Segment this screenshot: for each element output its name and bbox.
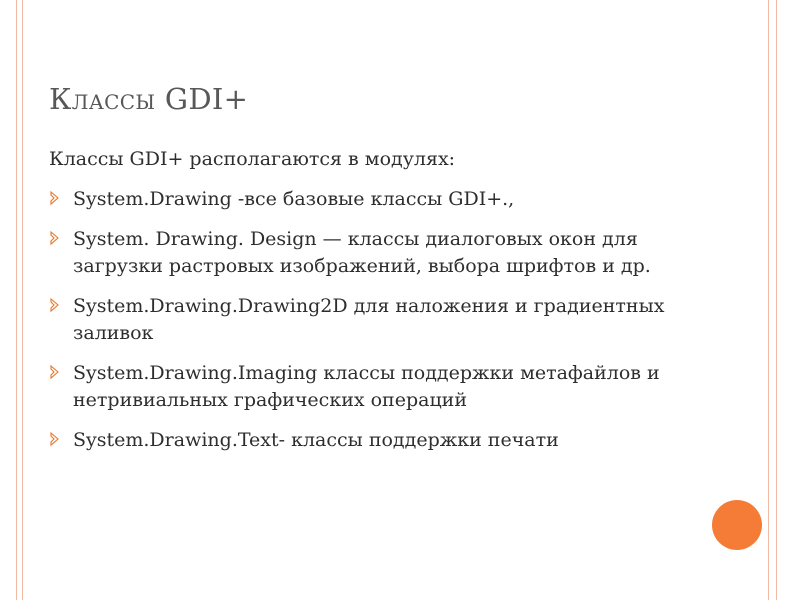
list-item — [49, 427, 689, 454]
right-border-line — [776, 0, 777, 600]
hollow-arrow-icon — [49, 363, 62, 383]
left-border-line-inner — [22, 0, 23, 600]
intro-text: Классы GDI+ располагаются в модулях: — [49, 148, 456, 170]
hollow-arrow-icon — [49, 430, 62, 450]
list-item — [49, 360, 689, 414]
bullet-text: System.Drawing.Imaging классы поддержки метафайлов и нетривиальных графических операций — [73, 362, 660, 411]
hollow-arrow-icon — [49, 189, 62, 209]
right-border-line-inner — [768, 0, 769, 600]
bullet-text: System.Drawing.Drawing2D для наложения и градиентных заливок — [73, 295, 665, 344]
bullet-text: System.Drawing -все базовые классы GDI+., — [73, 188, 515, 210]
bullet-text: System.Drawing.Text- классы поддержки печати — [73, 429, 559, 451]
list-item — [49, 293, 689, 347]
bullet-text: System. Drawing. Design — классы диалоговых окон для загрузки растровых изображений, выбора шрифтов и др. — [73, 228, 651, 277]
left-border-line — [16, 0, 17, 600]
list-item — [49, 186, 689, 213]
hollow-arrow-icon — [49, 229, 62, 249]
bullet-list — [49, 186, 689, 467]
hollow-arrow-icon — [49, 296, 62, 316]
slide-title: Классы GDI+ — [49, 82, 249, 116]
list-item — [49, 226, 689, 280]
accent-circle — [712, 500, 762, 550]
